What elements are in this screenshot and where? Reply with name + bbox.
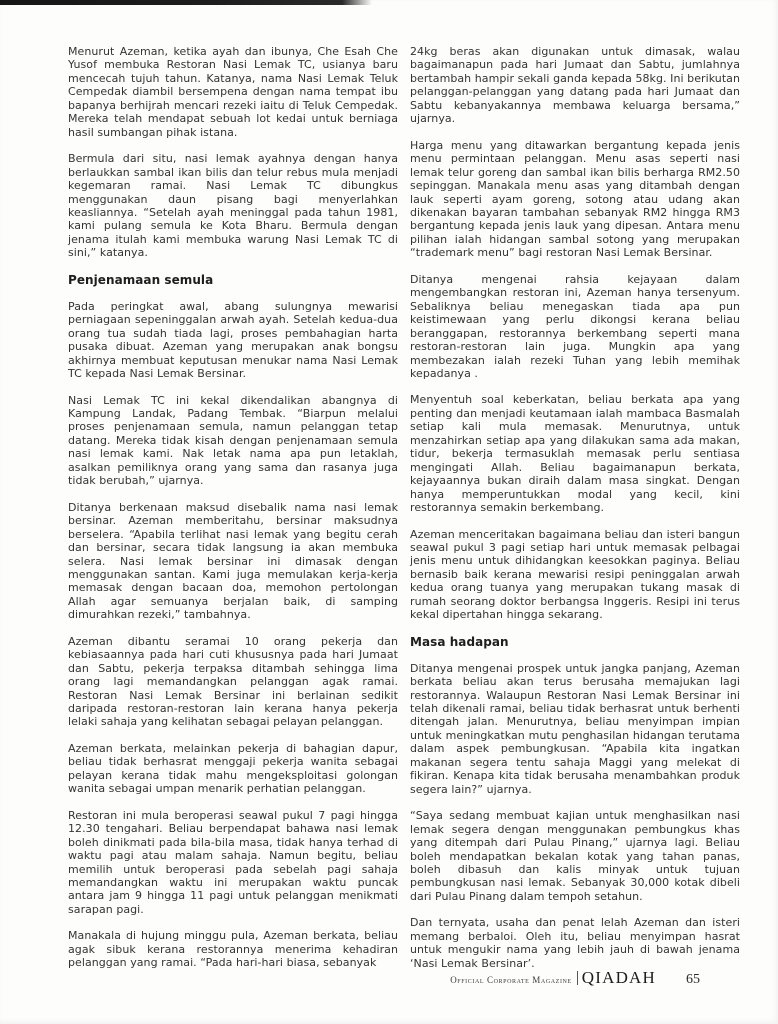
article-paragraph: Nasi Lemak TC ini kekal dikendalikan abangnya di Kampung Landak, Padang Tembak. “Biarpun melalui proses penjenamaan semula, namun pelanggan tetap datang. Mereka tidak kisah dengan penjenamaan semula nasi lemak kami. Nak letak nama apa pun letaklah, asalkan pemiliknya orang yang sama dan rasanya juga tidak berubah,” ujarnya. [68, 393, 398, 488]
article-paragraph: 24kg beras akan digunakan untuk dimasak, walau bagaimanapun pada hari Jumaat dan Sabtu, jumlahnya bertambah hampir sekali ganda kepada 58kg. Ini berikutan pelanggan-pelanggan yang datang pada hari Jumaat dan Sabtu kebanyakannya membawa keluarga bersama,” ujarnya. [410, 45, 740, 126]
article-paragraph: Ditanya berkenaan maksud disebalik nama nasi lemak bersinar. Azeman memberitahu, bersinar maksudnya berselera. “Apabila terlihat nasi lemak yang begitu cerah dan bersinar, secara tidak langsung ia akan membuka selera. Nasi lemak bersinar ini dimasak dengan menggunakan santan. Kami juga memulakan kerja-kerja memasak dengan bacaan doa, memohon pertolongan Allah agar semuanya berjalan baik, di samping dimurahkan rezeki,” tambahnya. [68, 500, 398, 622]
article-paragraph: Manakala di hujung minggu pula, Azeman berkata, beliau agak sibuk kerana restorannya menerima kehadiran pelanggan yang ramai. “Pada hari-hari biasa, sebanyak [68, 929, 398, 970]
section-heading: Penjenamaan semula [68, 272, 214, 287]
scan-edge-bar [0, 0, 372, 5]
article-paragraph: Azeman menceritakan bagaimana beliau dan isteri bangun seawal pukul 3 pagi setiap hari untuk memasak pelbagai jenis menu untuk dihidangkan keesokkan paginya. Beliau bernasib baik kerana mewarisi resipi peninggalan arwah kedua orang tuanya yang merupakan tukang masak di rumah seorang doktor berbangsa Inggeris. Resipi ini terus kekal dipertahan hingga sekarang. [410, 527, 740, 622]
article-paragraph: Ditanya mengenai prospek untuk jangka panjang, Azeman berkata beliau akan terus berusaha memajukan lagi restorannya. Walaupun Restoran Nasi Lemak Bersinar ini telah dikenali ramai, beliau tidak berhasrat untuk berhenti ditengah jalan. Menurutnya, beliau menyimpan impian untuk meningkatkan mutu penghasilan hidangan terutama dalam aspek pembungkusan. “Apabila kita ingatkan makanan segera tentu sahaja Maggi yang melekat di fikiran. Kenapa kita tidak berusaha menambahkan produk segera lain?” ujarnya. [410, 661, 740, 796]
article-column-left [68, 45, 398, 983]
article-paragraph: Azeman dibantu seramai 10 orang pekerja dan kebiasaannya pada hari cuti khususnya pada hari Jumaat dan Sabtu, pekerja terpaksa ditambah sehingga lima orang lagi memandangkan pelanggan agak ramai. Restoran Nasi Lemak Bersinar ini berlainan sedikit daripada restoran-restoran lain kerana hanya pekerja lelaki sahaja yang kelihatan sebagai pelayan pelanggan. [68, 634, 398, 729]
article-paragraph: Restoran ini mula beroperasi seawal pukul 7 pagi hingga 12.30 tengahari. Beliau berpendapat bahawa nasi lemak boleh dinikmati pada bila-bila masa, tidak hanya terhad di waktu pagi atau malam sahaja. Namun begitu, beliau memilih untuk beroperasi pada sebelah pagi sahaja memandangkan waktu ini merupakan waktu puncak antara jam 9 hingga 11 pagi untuk pelanggan menikmati sarapan pagi. [68, 808, 398, 916]
article-paragraph: Pada peringkat awal, abang sulungnya mewarisi perniagaan sepeninggalan arwah ayah. Setelah kedua-dua orang tua sudah tiada lagi, proses pembahagian harta pusaka dibuat. Azeman yang merupakan anak bongsu akhirnya membuat keputusan menukar nama Nasi Lemak TC kepada Nasi Lemak Bersinar. [68, 299, 398, 381]
article-paragraph: Menyentuh soal keberkatan, beliau berkata apa yang penting dan menjadi keutamaan ialah mambaca Basmalah setiap kali mula memasak. Menurutnya, untuk menzahirkan setiap apa yang dilakukan sama ada makan, tidur, bekerja termasuklah memasak perlu sentiasa mengingati Allah. Beliau bagaimanapun berkata, kejayaannya bukan diraih dalam masa singkat. Dengan hanya memperuntukkan modal yang kecil, kini restorannya semakin berkembang. [410, 393, 740, 515]
footer-separator [577, 971, 578, 985]
article-column-right [410, 45, 740, 983]
article-body [68, 45, 740, 983]
page-number: 65 [686, 972, 700, 987]
magazine-label: Official Corporate Magazine [450, 975, 572, 985]
article-paragraph: Ditanya mengenai rahsia kejayaan dalam mengembangkan restoran ini, Azeman hanya tersenyum. Sebaliknya beliau menegaskan tiada apa pun keistimewaan yang perlu dikongsi kerana beliau beranggapan, restorannya berkembang seperti mana restoran-restoran lain juga. Mungkin apa yang membezakan ialah rezeki Tuhan yang lebih memihak kepadanya . [410, 272, 740, 380]
article-paragraph: Harga menu yang ditawarkan bergantung kepada jenis menu permintaan pelanggan. Menu asas seperti nasi lemak telur goreng dan sambal ikan bilis berharga RM2.50 sepinggan. Manakala menu asas yang ditambah dengan lauk seperti ayam goreng, sotong atau udang akan dikenakan bayaran tambahan sebanyak RM2 hingga RM3 bergantung kepada jenis lauk yang dipesan. Antara menu pilihan ialah hidangan sambal sotong yang merupakan “trademark menu” bagi restoran Nasi Lemak Bersinar. [410, 138, 740, 260]
article-paragraph: Menurut Azeman, ketika ayah dan ibunya, Che Esah Che Yusof membuka Restoran Nasi Lemak TC, usianya baru mencecah tujuh tahun. Katanya, nama Nasi Lemak Teluk Cempedak diambil bersempena dengan nama tempat ibu bapanya berhijrah mencari rezeki iaitu di Teluk Cempedak. Mereka telah mendapat sebuah lot kedai untuk berniaga hasil sumbangan pihak istana. [68, 45, 398, 139]
article-paragraph: Azeman berkata, melainkan pekerja di bahagian dapur, beliau tidak berhasrat menggaji pekerja wanita sebagai pelayan kerana tidak mahu mengeksploitasi golongan wanita sebagai umpan menarik perhatian pelanggan. [68, 741, 398, 796]
magazine-name: QIADAH [581, 968, 656, 987]
article-paragraph: “Saya sedang membuat kajian untuk menghasilkan nasi lemak segera dengan menggunakan pembungkus khas yang ditempah dari Pulau Pinang,” ujarnya lagi. Beliau boleh mendapatkan bekalan kotak yang tahan panas, boleh dibasuh dan kalis minyak untuk tujuan pembungkusan nasi lemak. Sebanyak 30,000 kotak dibeli dari Pulau Pinang dalam tempoh setahun. [410, 809, 740, 903]
article-paragraph: Bermula dari situ, nasi lemak ayahnya dengan hanya berlaukkan sambal ikan bilis dan telur rebus mula menjadi kegemaran ramai. Nasi Lemak TC dibungkus menggunakan daun pisang bagi menyerlahkan keasliannya. “Setelah ayah meninggal pada tahun 1981, kami pulang semula ke Kota Bharu. Bermula dengan jenama itulah kami membuka warung Nasi Lemak TC di sini,” katanya. [68, 152, 398, 260]
article-paragraph: Dan ternyata, usaha dan penat lelah Azeman dan isteri memang berbaloi. Oleh itu, beliau menyimpan hasrat untuk mengukir nama yang lebih jauh di bawah jenama ‘Nasi Lemak Bersinar’. [410, 916, 740, 970]
page-footer [450, 968, 700, 988]
section-heading: Masa hadapan [410, 634, 509, 649]
